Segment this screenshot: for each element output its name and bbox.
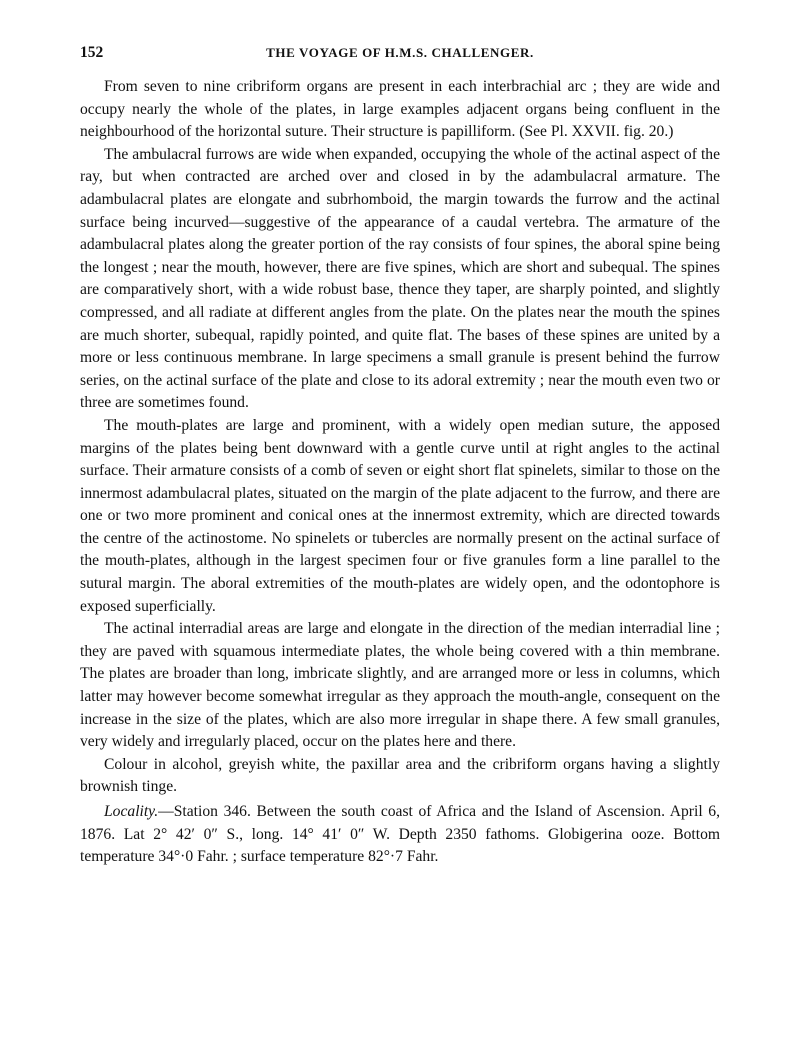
running-title: THE VOYAGE OF H.M.S. CHALLENGER.: [266, 45, 534, 60]
page-number: 152: [80, 44, 104, 61]
paragraph-interradial-areas: The actinal interradial areas are large and elongate in the direction of the median interradial line ; they are paved with squamous intermediate plates, the whole being covered with a thin membrane. The plates are broader than long, imbricate slightly, and are arranged more or less in columns, which latter may however become somewhat irregular as they approach the mouth-angle, consequent on the increase in the size of the plates, which are also more irregular in shape there. A few small granules, very widely and irregularly placed, occur on the plates here and there.: [80, 620, 720, 751]
locality-label: Locality.: [104, 803, 159, 820]
paragraph-ambulacral-furrows: The ambulacral furrows are wide when expanded, occupying the whole of the actinal aspect of the ray, but when contracted are arched over and closed in by the adambulacral armature. The adambulacral plates are elongate and subrhomboid, the margin towards the furrow and the actinal surface being incurved—suggestive of the appearance of a caudal vertebra. The armature of the adambulacral plates along the greater portion of the ray consists of four spines, the aboral spine being the longest ; near the mouth, however, there are five spines, which are short and subequal. The spines are comparatively short, with a wide robust base, thence they taper, are sharply pointed, and slightly compressed, and all radiate at different angles from the plate. On the plates near the mouth the spines are much shorter, subequal, rapidly pointed, and quite flat. The bases of these spines are united by a more or less continuous membrane. In large specimens a small granule is present behind the furrow series, on the actinal surface of the plate and close to its adoral extremity ; near the mouth even two or three are sometimes found.: [80, 145, 720, 412]
page-header: [80, 44, 720, 66]
locality-text: —Station 346. Between the south coast of Africa and the Island of Ascension. April 6, 1876. Lat 2° 42′ 0″ S., long. 14° 41′ 0″ W. Depth 2350 fathoms. Globigerina ooze. Bottom temperature 34°·0 Fahr. ; surface temperature 82°·7 Fahr.: [80, 803, 720, 866]
paragraph-cribriform-organs: From seven to nine cribriform organs are present in each interbrachial arc ; they are wide and occupy nearly the whole of the plates, in large examples adjacent organs being confluent in the neighbourhood of the horizontal suture. Their structure is papilliform. (See Pl. XXVII. fig. 20.): [80, 78, 720, 141]
paragraph-mouth-plates: The mouth-plates are large and prominent, with a widely open median suture, the apposed margins of the plates being bent downward with a gentle curve until at right angles to the actinal surface. Their armature consists of a comb of seven or eight short flat spinelets, similar to those on the innermost adambulacral plates, situated on the margin of the plate adjacent to the furrow, and there are one or two more prominent and conical ones at the innermost extremity, which are directed towards the centre of the actinostome. No spinelets or tubercles are normally present on the actinal surface of the mouth-plates, although in the largest specimen four or five granules form a line parallel to the sutural margin. The aboral extremities of the mouth-plates are widely open, and the odontophore is exposed superficially.: [80, 416, 720, 615]
paragraph-colour: Colour in alcohol, greyish white, the paxillar area and the cribriform organs having a slightly brownish tinge.: [80, 755, 720, 796]
body-text: [80, 76, 720, 869]
paragraph-locality: [80, 801, 720, 869]
